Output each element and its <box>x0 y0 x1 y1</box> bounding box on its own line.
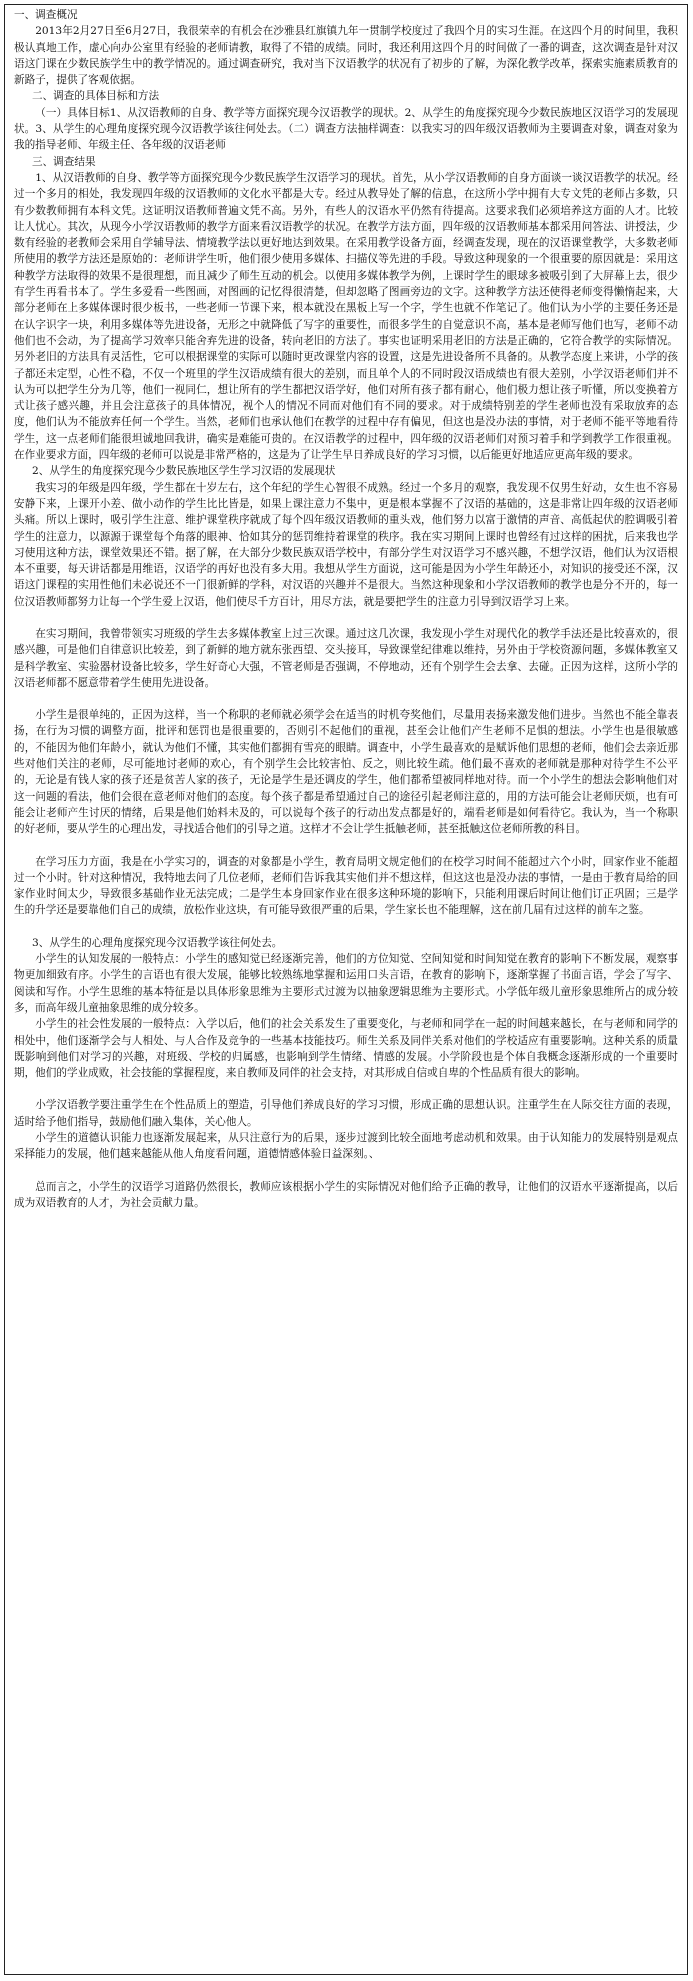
document-page <box>4 4 688 1975</box>
blank-line <box>14 610 678 626</box>
paragraph: 小学生的认知发展的一般特点：小学生的感知觉已经逐渐完善，他们的方位知觉、空间知觉和时间知觉在教育的影响下不断发展，观察事物更加细致有序。小学生的言语也有很大发展，能够比较熟练地掌握和运用口头言语，在教育的影响下，逐渐掌握了书面言语，学会了写字、阅读和写作。小学生思维的基本特征是以具体形象思维为主要形式过渡为以抽象逻辑思维为主要形式。小学低年级儿童形象思维所占的成分较多，而高年级儿童抽象思维的成分较多。 <box>14 953 678 1014</box>
paragraph: （一）具体目标1、从汉语教师的自身、教学等方面探究现今汉语教学的现状。2、从学生的角度探究现今少数民族地区汉语学习的发展现状。3、从学生的心理角度探究现今汉语教学该往何处去。（二）调查方法抽样调查：以我实习的四年级汉语教师为主要调查对象，调查对象为我的指导老师、年级主任、各年级的汉语老师 <box>14 106 678 152</box>
heading-results: 三、调查结果 <box>32 155 96 168</box>
paragraph: 在学习压力方面，我是在小学实习的，调查的对象都是小学生，教育局明文规定他们的在校学习时间不能超过六个小时，回家作业不能超过一个小时。针对这种情况，我特地去问了几位老师，老师们告诉我其实他们并不想这样，但这这也是没办法的事情，一是由于教育局给的回家作业时间太少，导致很多基础作业无法完成；二是学生本身回家作业在很多这种环境的影响下，只能利用课后时间让他们订正巩固；三是学生的升学还是要靠他们自己的成绩，放松作业这块，有可能导致很严重的后果，学生家长也不能理解，这在前几届有过这样的前车之鉴。 <box>14 855 678 917</box>
blank-line <box>14 919 678 935</box>
paragraph: 小学生的社会性发展的一般特点：入学以后，他们的社会关系发生了重要变化，与老师和同学在一起的时间越来越长，在与老师和同学的相处中，他们逐渐学会与人相处、与人合作及竞争的一些基本技能技巧。师生关系及同伴关系对他们的学校适应有重要影响。这种关系的质量既影响到他们对学习的兴趣，对班级、学校的归属感，也影响到学生情绪、情感的发展。小学阶段也是个体自我概念逐渐形成的一个重要时期，他们的学业成败，社会技能的掌握程度，来自教师及同伴的社会支持，对其形成自信或自卑的个性品质有很大的影响。 <box>14 1018 678 1080</box>
paragraph: 我实习的年级是四年级，学生都在十岁左右，这个年纪的学生心智很不成熟。经过一个多月的观察，我发现不仅男生好动，女生也不容易安静下来，上课开小差、做小动作的学生比比皆是，如果上课注意力不集中，更是根本掌握不了汉语的基础的，这是非常让四年级的汉语老师头痛。所以上课时，吸引学生注意、维护课堂秩序就成了每个四年级汉语教师的重头戏，他们努力以富于激情的声音、高低起伏的腔调吸引着学生的注意力，以源源于课堂每个角落的眼神、恰如其分的惩罚维持着课堂的秩序。我在实习期间上课时也曾经有过这样的困扰，后来我也学习使用这种方法，课堂效果还不错。据了解，在大部分少数民族双语学校中，有部分学生对汉语学习不感兴趣，不想学汉语，他们认为汉语根本不重要，每天讲话都是用维语，汉语学的再好也没有多大用。我想从学生方面说，这可能是因为小学生年龄还小，对知识的接受还不深，汉语这门课程的实用性他们未必说还不一门很新鲜的学科，对汉语的兴趣并不是很大。当然这种现象和小学汉语教师的教学也是分不开的，每一位汉语教师都努力让每一个学生爱上汉语，他们使尽千方百计，用尽方法，就是要把学生的注意力引导到汉语学习上来。 <box>14 481 678 608</box>
paragraph: 1、从汉语教师的自身、教学等方面探究现今少数民族学生汉语学习的现状。首先，从小学汉语教师的自身方面谈一谈汉语教学的状况。经过一个多月的相处，我发现四年级的汉语教师的文化水平都是大专。经过从教导处了解的信息，在这所小学中拥有大专文凭的老师占多数，只有少数教师拥有本科文凭。这证明汉语教师普遍文凭不高。另外，有些人的汉语水平仍然有待提高。这要求我们必须培养这方面的人才。比较让人忧心。其次，从现今小学汉语教师的教学方面来看汉语教学的状况。在教学方法方面，四年级的汉语教师基本都采用问答法、讲授法，少数有经验的老教师会采用自学辅导法、情境教学法以更好地达到效果。在采用教学设备方面，经调查发现，现在的汉语课堂教学，大多数老师所使用的教学方法还是原始的：老师讲学生听，他们很少使用多媒体、扫描仪等先进的手段。导致这种现象的一个很重要的原因就是：采用这种教学方法取得的效果不是很理想，而且减少了师生互动的机会。以使用多媒体教学为例，上课时学生的眼球多被吸引到了大屏幕上去，很少有学生再看书本了。学生多爱看一些图画，对图画的记忆得很清楚，但却忽略了图画旁边的文字。这种教学方法还使得老师变得懒惰起来，大部分老师在上多媒体课时很少板书，一些老师一节课下来，根本就没在黑板上写一个字，学生也就不作笔记了。他们认为小学的主要任务还是在认字识字一块，利用多媒体等先进设备，无形之中就降低了写字的重要性，而很多学生的自觉意识不高，基本是老师写他们也写，老师不动他们也不会动，为了提高学习效率只能舍弃先进的设备，转向老旧的方法了。事实也证明采用老旧的方法是正确的，它符合教学的实际情况。另外老旧的方法具有灵活性，它可以根据课堂的实际可以随时更改课堂内容的设置，这是先进设备所不具备的。从教学态度上来讲，小学的孩子都还未定型，心性不稳，不仅一个班里的学生汉语成绩有很大的差别，而且单个人的不同时段汉语成绩也有很大差别，小学汉语老师们并不认为可以把学生分为几等，他们一视同仁，想让所有的学生都把汉语学好，他们对所有孩子都有耐心，他们极力想让孩子听懂，所以变换着方式让孩子感兴趣，并且会注意孩子的具体情况，视个人的情况不同而对他们有不同的要求。对于成绩特别差的学生老师也没有采取放弃的态度，他们认为不能放弃任何一个学生。当然，老师们也承认他们在教学的过程中存有偏见，但这也是没办法的事情，对于老师不能平等地看待学生，这一点老师们能很坦诚地回我讲，确实是难能可贵的。在汉语教学的过程中，四年级的汉语老师们对预习着手和学到教学工作很重视。在作业要求方面，四年级的老师可以说是非常严格的，这是为了让学生早日养成良好的学习习惯，以后能更好地适应更高年级的要求。 <box>14 171 678 462</box>
paragraph-conclusion: 总而言之，小学生的汉语学习道路仍然很长，教师应该根据小学生的实际情况对他们给予正确的教导，让他们的汉语水平逐渐提高，以后成为双语教育的人才，为社会贡献力量。 <box>14 1180 678 1209</box>
heading-goals-methods: 二、调查的具体目标和方法 <box>32 90 160 103</box>
blank-line <box>14 1081 678 1097</box>
heading-overview: 一、调查概况 <box>14 9 78 21</box>
blank-line <box>14 691 678 707</box>
paragraph: 在实习期间，我曾带领实习班级的学生去多媒体教室上过三次课。通过这几次课，我发现小学生对现代化的教学手法还是比较喜欢的，很感兴趣，可是他们自律意识比较差，到了新鲜的地方就东张西望、交头接耳，导致课堂纪律难以维持，另外由于学校资源问题，多媒体教室又是科学教室、实验器材设备比较多，学生好奇心大强，不管老师是否强调，不停地动，还有个别学生会去拿、去碰。正因为这样，这所小学的汉语老师都不愿意带着学生使用先进设备。 <box>14 627 678 689</box>
paragraph: 小学汉语教学要注重学生在个性品质上的塑造，引导他们养成良好的学习习惯，形成正确的思想认识。注重学生在人际交往方面的表现，适时给予他们指导，鼓励他们融入集体，关心他人。 <box>14 1099 678 1128</box>
heading-student-development: 2、从学生的角度探究现今少数民族地区学生学习汉语的发展现状 <box>32 465 336 478</box>
paragraph: 小学生的道德认识能力也逐渐发展起来，从只注意行为的后果，逐步过渡到比较全面地考虑动机和效果。由于认知能力的发展特别是观点采择能力的发展，他们越来越能从他人角度看问题，道德情感体验日益深刻。、 <box>14 1132 678 1161</box>
heading-student-psychology: 3、从学生的心理角度探究现今汉语教学该往何处去。 <box>32 936 283 949</box>
blank-line <box>14 838 678 854</box>
blank-line <box>14 1163 678 1179</box>
paragraph: 小学生是很单纯的，正因为这样，当一个称职的老师就必须学会在适当的时机夸奖他们，尽量用表扬来激发他们进步。当然也不能全靠表扬，在行为习惯的调整方面，批评和惩罚也是很重要的，否则引不起他们的重视，甚至会让他们产生老师不足惧的想法。小学生也是很敏感的，不能因为他们年龄小，就认为他们不懂，其实他们都拥有雪亮的眼睛。调查中，小学生最喜欢的是赋诉他们思想的老师，他们会去亲近那些对他们关注的老师，尽可能地讨老师的欢心，有个别学生会比较害怕、反之，则比较生疏。他们最不喜欢的老师就是那种对待学生不公平的，无论是有钱人家的孩子还是贫苦人家的孩子，无论是学生是还调皮的学生，他们都希望被同样地对待。而一个小学生的想法会影响他们对这一问题的看法，他们会很在意老师对他们的态度。每个孩子都是希望通过自己的途径引起老师注意的，用的方法可能会让老师厌烦，也有可能会让老师产生讨厌的情绪，后果是他们始料未及的，可以说每个孩子的行动出发点都是好的，端看老师是如何看待它。我认为，当一个称职的好老师，要从学生的心理出发，寻找适合他们的引导之道。这样才不会让学生抵触老师，甚至抵触这位老师所教的科目。 <box>14 709 678 836</box>
paragraph: 2013年2月27日至6月27日，我很荣幸的有机会在沙雅县红旗镇九年一贯制学校度过了我四个月的实习生涯。在这四个月的时间里，我积极认真地工作，虚心向办公室里有经验的老师请教，取得了不错的成绩。同时，我还利用这四个月的时间做了一番的调查，这次调查是针对汉语这门课在少数民族学生中的教学情况的。通过调查研究，我对当下汉语教学的状况有了初步的了解，为深化教学改革，探索实施素质教育的新路子，提供了客观依据。 <box>14 25 678 87</box>
